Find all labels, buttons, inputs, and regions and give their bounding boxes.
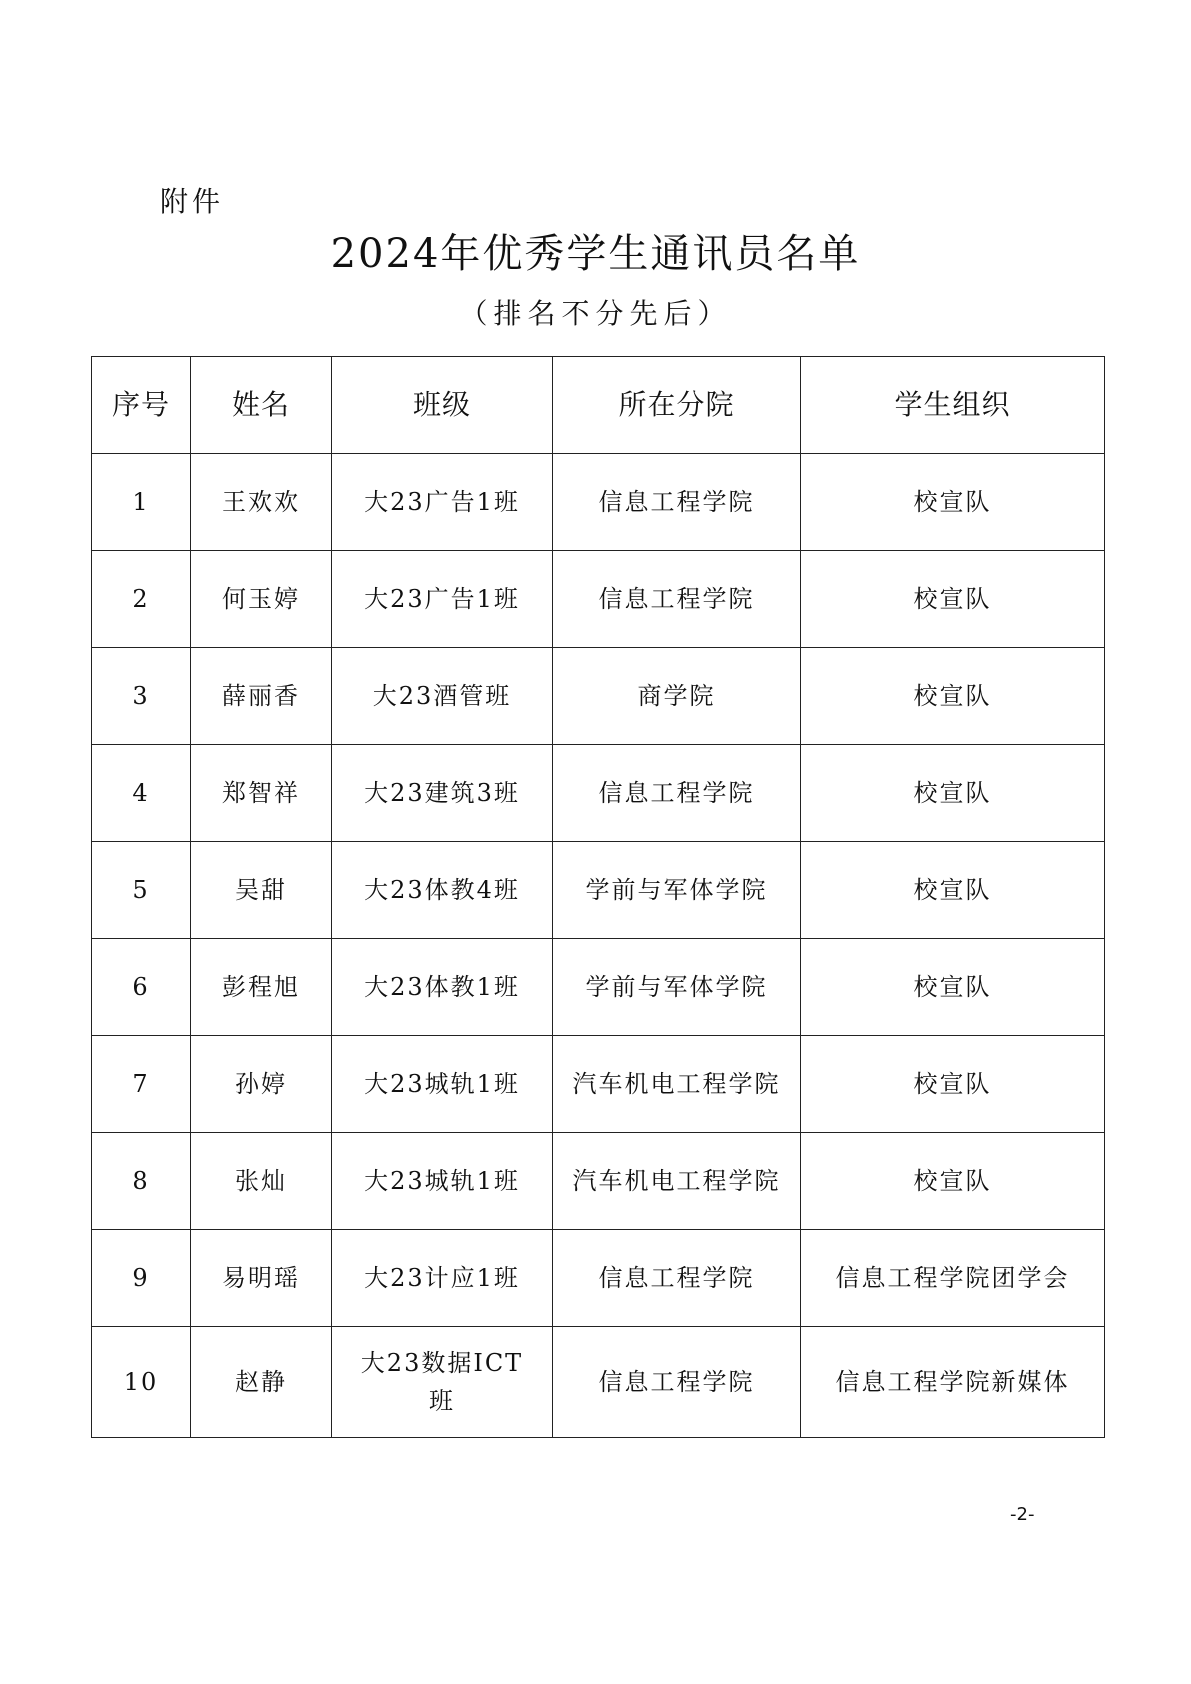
cell-organization: 校宣队 <box>801 1133 1105 1230</box>
table-row <box>92 454 1105 551</box>
cell-college: 信息工程学院 <box>553 454 801 551</box>
cell-organization: 校宣队 <box>801 842 1105 939</box>
cell-name: 孙婷 <box>191 1036 332 1133</box>
cell-college: 商学院 <box>553 648 801 745</box>
page-number: -2- <box>1010 1504 1035 1525</box>
cell-organization: 校宣队 <box>801 648 1105 745</box>
header-class: 班级 <box>332 357 553 454</box>
table-row <box>92 745 1105 842</box>
cell-class: 大23广告1班 <box>332 551 553 648</box>
cell-organization: 校宣队 <box>801 1036 1105 1133</box>
cell-index: 6 <box>92 939 191 1036</box>
table-row <box>92 1230 1105 1327</box>
cell-organization: 信息工程学院新媒体 <box>801 1327 1105 1438</box>
cell-organization: 校宣队 <box>801 745 1105 842</box>
header-college: 所在分院 <box>553 357 801 454</box>
cell-college: 信息工程学院 <box>553 1327 801 1438</box>
cell-name: 易明瑶 <box>191 1230 332 1327</box>
cell-class: 大23体教1班 <box>332 939 553 1036</box>
cell-name: 吴甜 <box>191 842 332 939</box>
roster-table <box>91 356 1105 1438</box>
cell-college: 学前与军体学院 <box>553 842 801 939</box>
cell-class: 大23城轨1班 <box>332 1133 553 1230</box>
cell-class: 大23计应1班 <box>332 1230 553 1327</box>
cell-class: 大23建筑3班 <box>332 745 553 842</box>
cell-college: 汽车机电工程学院 <box>553 1036 801 1133</box>
cell-organization: 信息工程学院团学会 <box>801 1230 1105 1327</box>
header-index: 序号 <box>92 357 191 454</box>
cell-organization: 校宣队 <box>801 454 1105 551</box>
cell-index: 8 <box>92 1133 191 1230</box>
cell-name: 赵静 <box>191 1327 332 1438</box>
cell-name: 薛丽香 <box>191 648 332 745</box>
cell-name: 郑智祥 <box>191 745 332 842</box>
cell-college: 信息工程学院 <box>553 551 801 648</box>
cell-organization: 校宣队 <box>801 551 1105 648</box>
cell-class: 大23酒管班 <box>332 648 553 745</box>
cell-college: 汽车机电工程学院 <box>553 1133 801 1230</box>
cell-class: 大23数据ICT班 <box>332 1327 553 1438</box>
cell-index: 3 <box>92 648 191 745</box>
cell-index: 2 <box>92 551 191 648</box>
cell-index: 10 <box>92 1327 191 1438</box>
cell-index: 1 <box>92 454 191 551</box>
cell-class: 大23体教4班 <box>332 842 553 939</box>
cell-class: 大23城轨1班 <box>332 1036 553 1133</box>
cell-college: 学前与军体学院 <box>553 939 801 1036</box>
cell-college: 信息工程学院 <box>553 745 801 842</box>
cell-name: 王欢欢 <box>191 454 332 551</box>
table-header-row <box>92 357 1105 454</box>
header-organization: 学生组织 <box>801 357 1105 454</box>
cell-index: 7 <box>92 1036 191 1133</box>
table-row <box>92 1133 1105 1230</box>
header-name: 姓名 <box>191 357 332 454</box>
cell-name: 张灿 <box>191 1133 332 1230</box>
table-row <box>92 648 1105 745</box>
cell-name: 彭程旭 <box>191 939 332 1036</box>
cell-name: 何玉婷 <box>191 551 332 648</box>
cell-class: 大23广告1班 <box>332 454 553 551</box>
cell-index: 4 <box>92 745 191 842</box>
cell-index: 5 <box>92 842 191 939</box>
table-row <box>92 1036 1105 1133</box>
cell-index: 9 <box>92 1230 191 1327</box>
table-row <box>92 939 1105 1036</box>
document-title: 2024年优秀学生通讯员名单 <box>330 231 861 277</box>
cell-college: 信息工程学院 <box>553 1230 801 1327</box>
attachment-label: 附件 <box>160 185 225 218</box>
table-row <box>92 1327 1105 1438</box>
document-subtitle: （排名不分先后） <box>459 297 732 330</box>
cell-organization: 校宣队 <box>801 939 1105 1036</box>
table-row <box>92 842 1105 939</box>
table-row <box>92 551 1105 648</box>
